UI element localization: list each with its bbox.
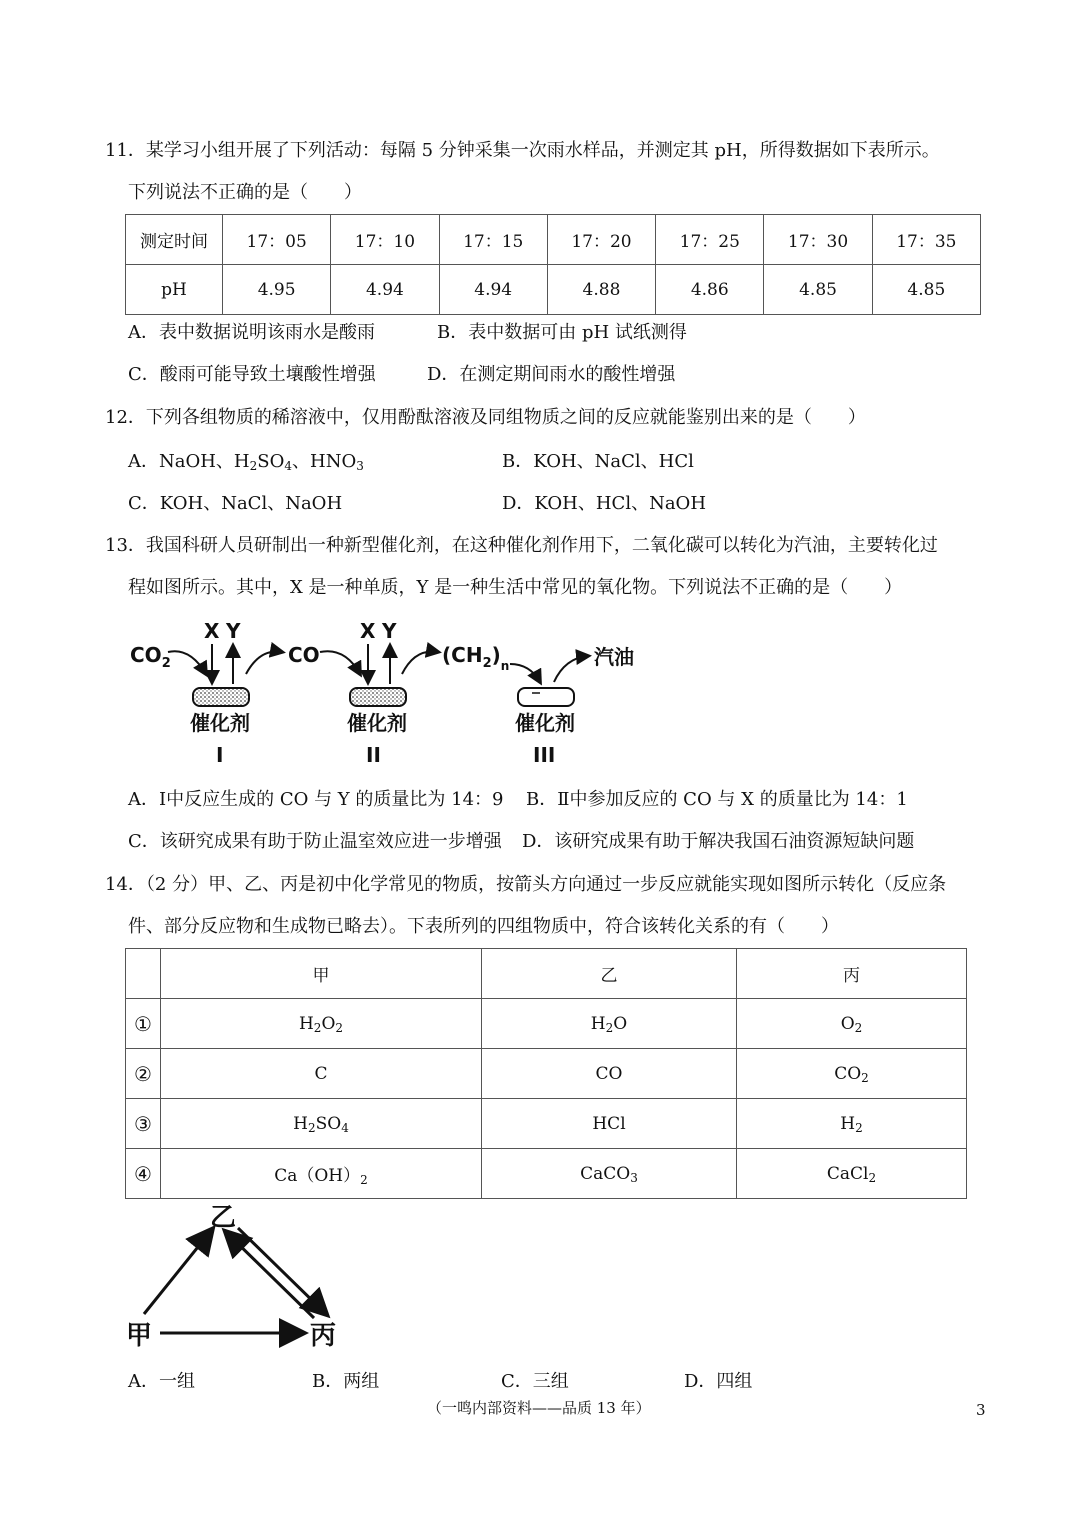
q11-ph-table <box>125 214 981 315</box>
q13-option-a: A．Ⅰ中反应生成的 CO 与 Y 的质量比为 14：9 <box>128 789 504 810</box>
q14-option-b: B．两组 <box>312 1371 380 1392</box>
table-row <box>126 1099 967 1149</box>
arrow-icon <box>144 1232 210 1314</box>
q12-option-d: D．KOH、HCl、NaOH <box>502 493 707 514</box>
arrow-icon <box>554 656 588 682</box>
cell-bing: $CO_2$ <box>737 1049 967 1099</box>
cell-jia: $Ca(OH)_2$ <box>161 1149 482 1199</box>
table-row <box>126 265 981 315</box>
cell-yi: CaCO$_3$ <box>482 1149 737 1199</box>
jia-label: 甲 <box>126 1321 153 1351</box>
footer-note: （一鸣内部资料——品质 13 年） <box>427 1399 651 1417</box>
row-label-ph: pH <box>126 265 223 315</box>
triangle-conversion-diagram <box>120 1196 360 1356</box>
q13-stem-line2: 程如图所示。其中，X 是一种单质，Y 是一种生活中常见的氧化物。下列说法不正确的是（ ） <box>128 577 903 598</box>
cell-bing: CaCl$_2$ <box>737 1149 967 1199</box>
table-row <box>126 999 967 1049</box>
ph-cell: 4.88 <box>547 265 655 315</box>
y-label: Y <box>382 619 397 643</box>
time-cell: 17：20 <box>547 215 655 265</box>
roman-3-label: III <box>533 743 556 767</box>
arrow-icon <box>168 651 206 674</box>
header-bing: 丙 <box>737 949 967 999</box>
co2-label: $CO_2$ <box>130 643 171 671</box>
table-row <box>126 215 981 265</box>
table-row <box>126 1049 967 1099</box>
q11-stem-line2: 下列说法不正确的是（ ） <box>128 182 362 203</box>
row-number: ② <box>126 1049 161 1099</box>
cell-bing: $O_2$ <box>737 999 967 1049</box>
q13-option-b: B．Ⅱ中参加反应的 CO 与 X 的质量比为 14：1 <box>526 789 908 810</box>
q11-option-a: A．表中数据说明该雨水是酸雨 <box>128 322 375 343</box>
q12-stem: 12．下列各组物质的稀溶液中，仅用酚酞溶液及同组物质之间的反应就能鉴别出来的是（ ） <box>105 407 866 428</box>
q13-option-c: C．该研究成果有助于防止温室效应进一步增强 <box>128 831 502 852</box>
catalyst-2-label: 催化剂 <box>347 711 407 735</box>
q11-option-c: C．酸雨可能导致土壤酸性增强 <box>128 364 376 385</box>
catalyst-3-label: 催化剂 <box>515 711 575 735</box>
row-number: ③ <box>126 1099 161 1149</box>
time-cell: 17：05 <box>223 215 331 265</box>
arrow-icon <box>402 651 438 674</box>
time-cell: 17：35 <box>872 215 980 265</box>
ph-cell: 4.94 <box>331 265 439 315</box>
ph-cell: 4.95 <box>223 265 331 315</box>
ph-cell: 4.94 <box>439 265 547 315</box>
cell-yi: HCl <box>482 1099 737 1149</box>
catalyst-1-label: 催化剂 <box>190 711 250 735</box>
ph-cell: 4.85 <box>764 265 872 315</box>
table-row <box>126 1149 967 1199</box>
bing-label: 丙 <box>310 1321 337 1351</box>
q13-stem-line1: 13．我国科研人员研制出一种新型催化剂，在这种催化剂作用下，二氧化碳可以转化为汽油，主要转化过 <box>105 535 938 556</box>
cell-bing: $H_2$ <box>737 1099 967 1149</box>
header-yi: 乙 <box>482 949 737 999</box>
arrow-icon <box>510 664 540 682</box>
x-label: X <box>360 619 376 643</box>
catalyst-3-icon <box>518 688 574 706</box>
ch2n-label: $(CH_2)_n$ <box>442 643 510 673</box>
ph-cell: 4.85 <box>872 265 980 315</box>
q14-stem-line1: 14．（2 分）甲、乙、丙是初中化学常见的物质，按箭头方向通过一步反应就能实现如图所示转化（反应条 <box>105 874 947 895</box>
roman-1-label: I <box>216 743 224 767</box>
time-cell: 17：10 <box>331 215 439 265</box>
q14-substance-table <box>125 948 967 1199</box>
q14-option-d: D．四组 <box>684 1371 753 1392</box>
table-row <box>126 949 967 999</box>
q14-stem-line2: 件、部分反应物和生成物已略去）。下表所列的四组物质中，符合该转化关系的有（ ） <box>128 916 839 937</box>
q11-stem-line1: 11．某学习小组开展了下列活动：每隔 5 分钟采集一次雨水样品，并测定其 pH，所得数据如下表所示。 <box>105 140 940 161</box>
corner-cell <box>126 949 161 999</box>
row-number: ④ <box>126 1149 161 1199</box>
arrow-icon <box>320 651 360 674</box>
gasoline-label: 汽油 <box>594 645 634 669</box>
q12-option-a: A．NaOH、$H_2SO_4$、$HNO_3$ <box>128 451 364 473</box>
q11-option-d: D．在测定期间雨水的酸性增强 <box>427 364 676 385</box>
header-jia: 甲 <box>161 949 482 999</box>
row-label-time: 测定时间 <box>126 215 223 265</box>
q13-option-d: D．该研究成果有助于解决我国石油资源短缺问题 <box>522 831 915 852</box>
cell-jia: C <box>161 1049 482 1099</box>
time-cell: 17：30 <box>764 215 872 265</box>
page-number: 3 <box>976 1401 986 1419</box>
arrow-icon <box>228 1234 314 1318</box>
catalyst-1-icon <box>193 688 249 706</box>
time-cell: 17：15 <box>439 215 547 265</box>
x-label: X <box>204 619 220 643</box>
row-number: ① <box>126 999 161 1049</box>
yi-label: 乙 <box>210 1203 237 1233</box>
co-label: CO <box>288 643 320 667</box>
catalyst-process-diagram <box>120 612 660 772</box>
catalyst-2-icon <box>350 688 406 706</box>
cell-jia: $H_2SO_4$ <box>161 1099 482 1149</box>
y-label: Y <box>226 619 241 643</box>
cell-yi: CO <box>482 1049 737 1099</box>
q11-option-b: B．表中数据可由 pH 试纸测得 <box>437 322 687 343</box>
cell-jia: $H_2O_2$ <box>161 999 482 1049</box>
arrow-icon <box>246 651 282 674</box>
q14-option-c: C．三组 <box>501 1371 569 1392</box>
q14-option-a: A．一组 <box>128 1371 195 1392</box>
roman-2-label: II <box>366 743 381 767</box>
q12-option-b: B．KOH、NaCl、HCl <box>502 451 694 472</box>
arrow-icon <box>238 1228 324 1312</box>
ph-cell: 4.86 <box>656 265 764 315</box>
q12-option-c: C．KOH、NaCl、NaOH <box>128 493 343 514</box>
cell-yi: $H_2O$ <box>482 999 737 1049</box>
time-cell: 17：25 <box>656 215 764 265</box>
